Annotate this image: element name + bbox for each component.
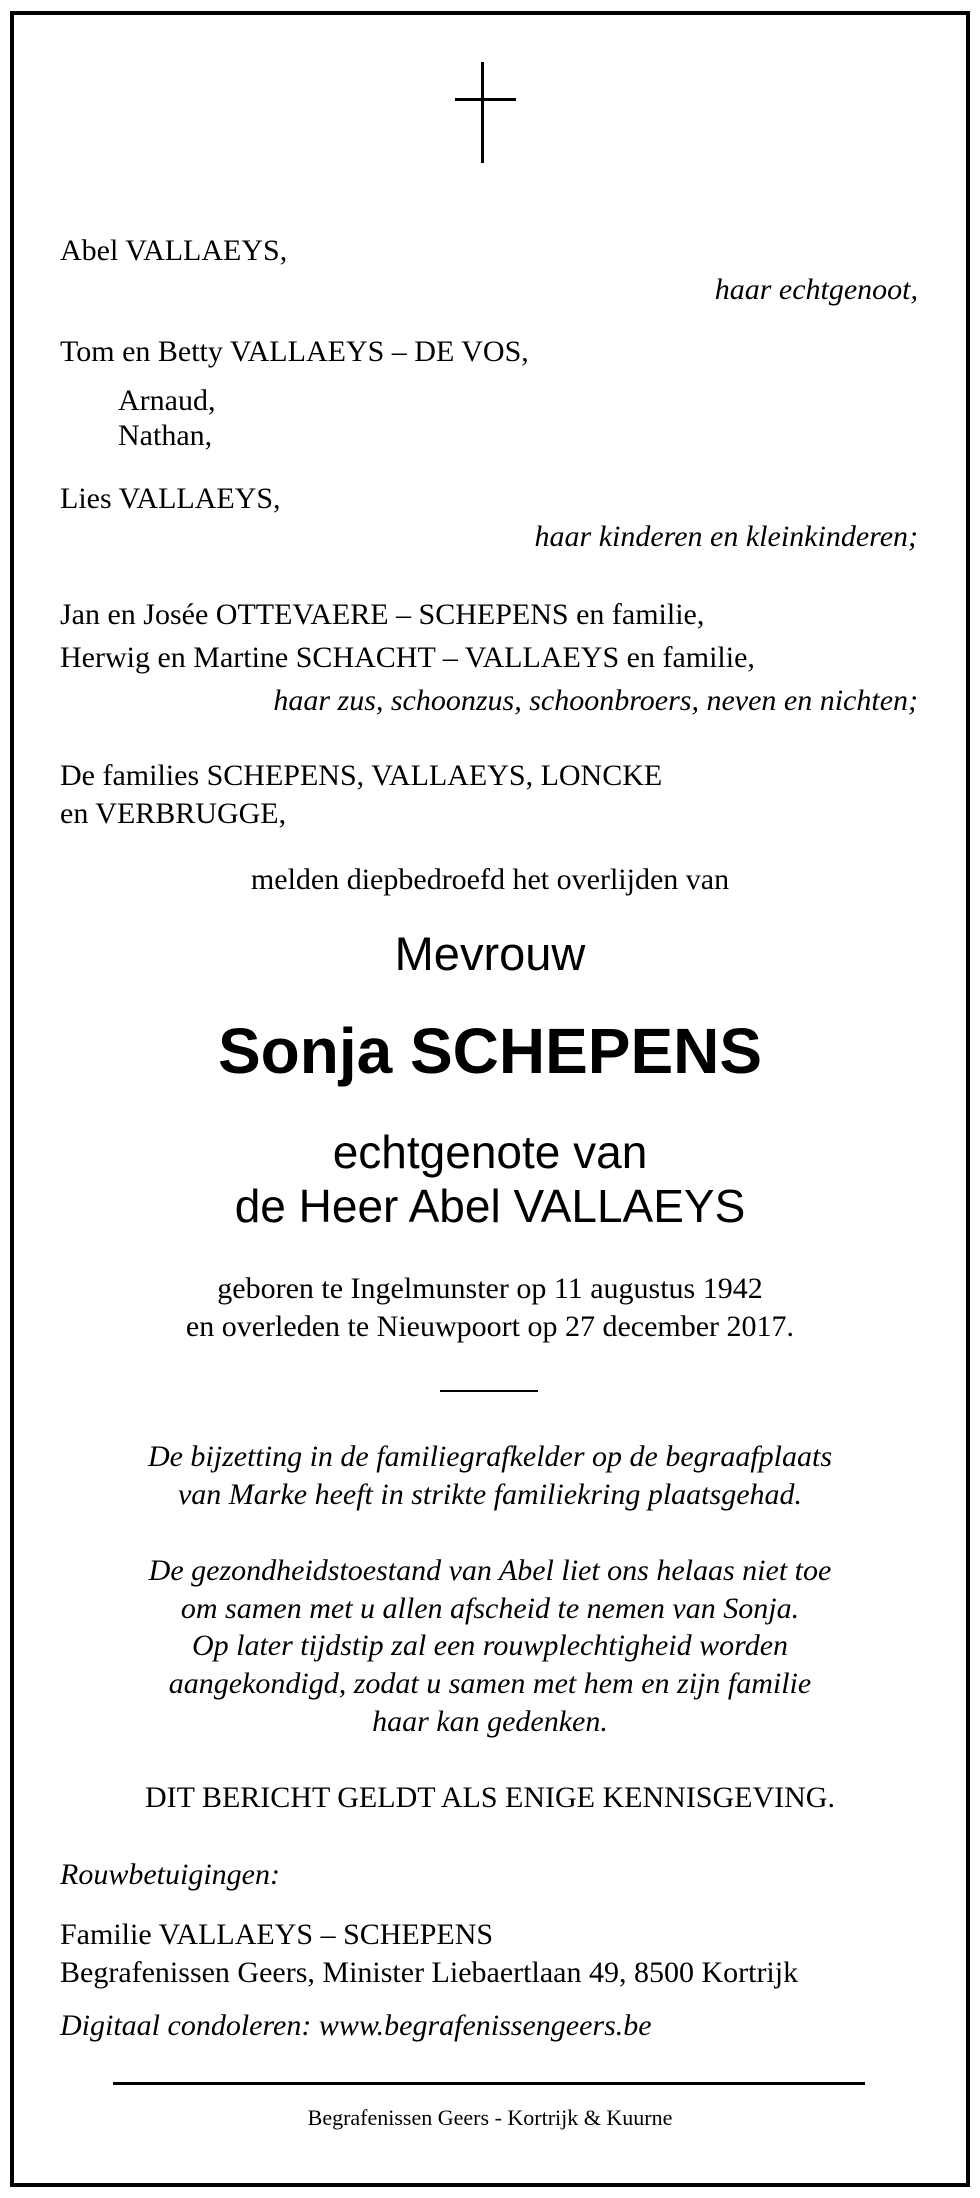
condolences-online: Digitaal condoleren: www.begrafenissengeers.be — [60, 2009, 652, 2042]
separator-short — [440, 1390, 538, 1392]
families-line-2: en VERBRUGGE, — [60, 797, 287, 830]
children-role: haar kinderen en kleinkinderen; — [534, 520, 918, 553]
condolences-family: Familie VALLAEYS – SCHEPENS — [60, 1918, 494, 1951]
burial-line-1: De bijzetting in de familiegrafkelder op de begraafplaats — [147, 1440, 833, 1473]
notice-line-4: aangekondigd, zodat u samen met hem en zijn familie — [168, 1667, 812, 1700]
notice-line-1: De gezondheidstoestand van Abel liet ons helaas niet toe — [148, 1554, 832, 1587]
children-line-1: Tom en Betty VALLAEYS – DE VOS, — [60, 335, 529, 368]
children-line-2: Lies VALLAEYS, — [60, 482, 281, 515]
grandchild-1: Arnaud, — [118, 384, 216, 417]
condolences-address: Begrafenissen Geers, Minister Liebaertlaan 49, 8500 Kortrijk — [60, 1956, 799, 1989]
sibling-line-1: Jan en Josée OTTEVAERE – SCHEPENS en familie, — [60, 598, 705, 631]
announcement: melden diepbedroefd het overlijden van — [250, 863, 730, 896]
husband-name: Abel VALLAEYS, — [60, 234, 288, 267]
birth-line: geboren te Ingelmunster op 11 augustus 1942 — [217, 1272, 763, 1305]
deceased-name: Sonja SCHEPENS — [217, 1015, 763, 1087]
condolences-heading: Rouwbetuigingen: — [60, 1858, 280, 1891]
death-line: en overleden te Nieuwpoort op 27 december 2017. — [185, 1310, 795, 1343]
footer: Begrafenissen Geers - Kortrijk & Kuurne — [307, 2105, 673, 2130]
sibling-line-2: Herwig en Martine SCHACHT – VALLAEYS en familie, — [60, 641, 755, 674]
separator-long — [113, 2082, 865, 2085]
notice-line-2: om samen met u allen afscheid te nemen van Sonja. — [180, 1592, 800, 1625]
official-notice: DIT BERICHT GELDT ALS ENIGE KENNISGEVING. — [145, 1781, 835, 1814]
sibling-role: haar zus, schoonzus, schoonbroers, neven en nichten; — [273, 684, 918, 717]
spouse-line-1: echtgenote van — [332, 1126, 648, 1178]
spouse-line-2: de Heer Abel VALLAEYS — [234, 1180, 746, 1232]
husband-role: haar echtgenoot, — [714, 273, 918, 306]
deceased-title: Mevrouw — [394, 927, 586, 980]
burial-line-2: van Marke heeft in strikte familiekring plaatsgehad. — [177, 1478, 803, 1511]
grandchild-2: Nathan, — [118, 419, 213, 452]
families-line-1: De families SCHEPENS, VALLAEYS, LONCKE — [60, 759, 663, 792]
notice-line-5: haar kan gedenken. — [372, 1705, 608, 1738]
notice-line-3: Op later tijdstip zal een rouwplechtigheid worden — [191, 1629, 789, 1662]
